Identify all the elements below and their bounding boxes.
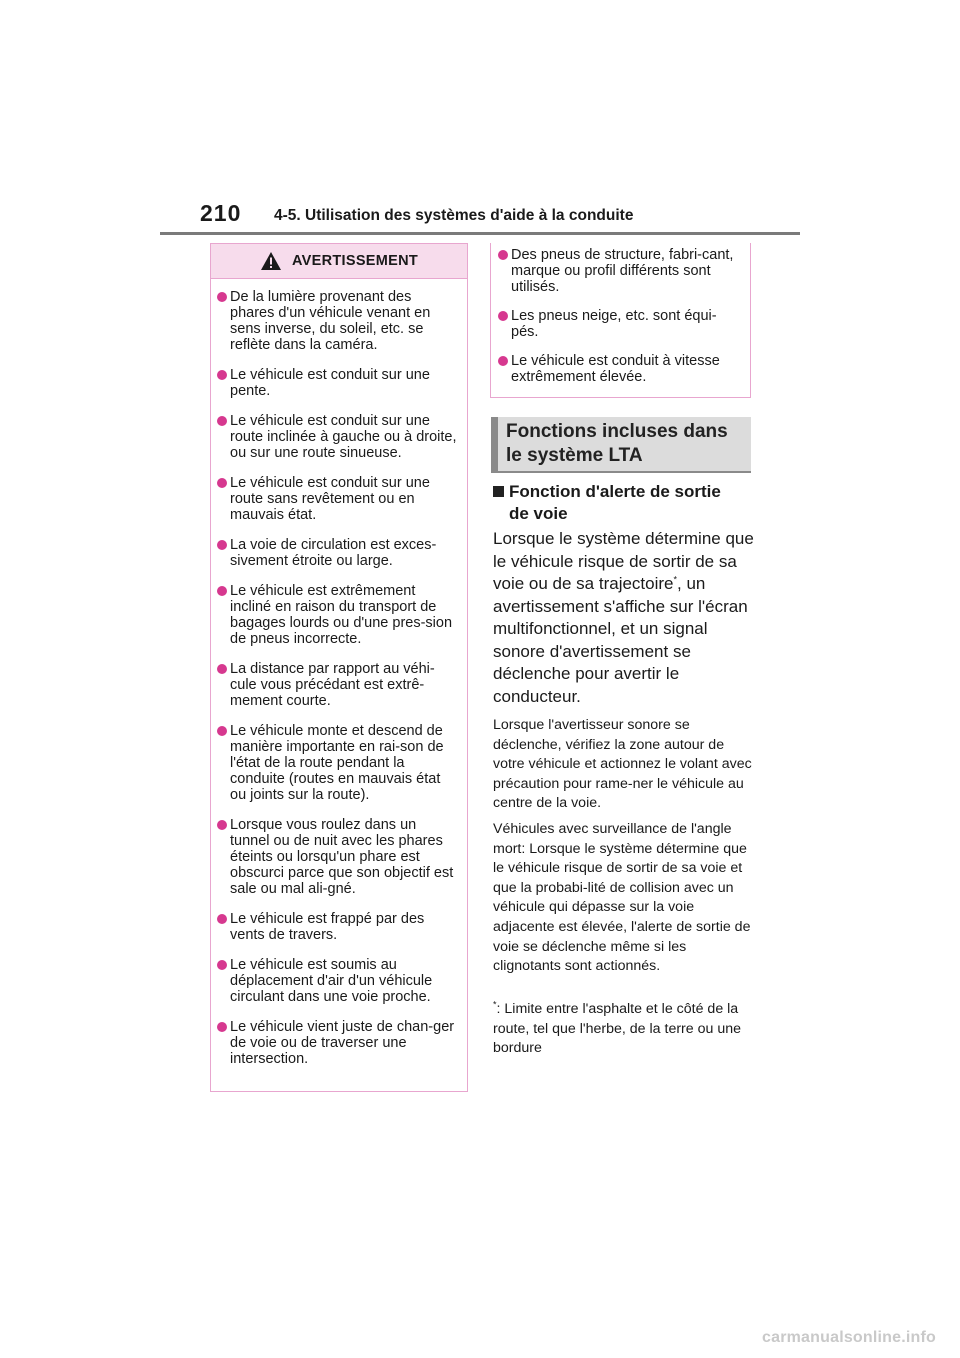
- footnote-text: : Limite entre l'asphalte et le côté de la route, tel que l'herbe, de la terre ou une bordure: [493, 1001, 742, 1057]
- bullet-dot-icon: [217, 820, 227, 830]
- warning-header: [211, 244, 467, 279]
- page-number: 210: [200, 200, 242, 226]
- warning-item: Lorsque vous roulez dans un tunnel ou de nuit avec les phares éteints ou lorsqu'un phare est obscurci parce que son objectif est sale ou mal ali-gné.: [217, 817, 459, 897]
- bullet-dot-icon: [217, 540, 227, 550]
- warning-item: La distance par rapport au véhi-cule vous précédant est extrê-mement courte.: [217, 661, 459, 709]
- warning-item: Le véhicule est soumis au déplacement d'air d'un véhicule circulant dans une voie proche.: [217, 957, 459, 1005]
- subheading-line: Fonction d'alerte de sortie: [509, 482, 721, 501]
- section-title: 4-5. Utilisation des systèmes d'aide à la conduite: [274, 207, 634, 224]
- bullet-dot-icon: [217, 370, 227, 380]
- subheading-line: de voie: [509, 504, 568, 523]
- warning-item: Le véhicule vient juste de chan-ger de voie ou de traverser une intersection.: [217, 1019, 459, 1067]
- footnote-reference: *: [673, 574, 678, 585]
- footnote-mark: *: [493, 999, 497, 1010]
- bullet-dot-icon: [498, 356, 508, 366]
- bullet-dot-icon: [217, 292, 227, 302]
- warning-item: Le véhicule est conduit à vitesse extrêmement élevée.: [498, 353, 742, 385]
- bullet-dot-icon: [217, 478, 227, 488]
- warning-item: La voie de circulation est exces-sivement étroite ou large.: [217, 537, 459, 569]
- bullet-dot-icon: [217, 726, 227, 736]
- bullet-dot-icon: [217, 586, 227, 596]
- body-paragraph-2: Véhicules avec surveillance de l'angle mort: Lorsque le système détermine que le véhicule risque de sortir de sa voie et que la probabi-lité de collision avec un véhicule qui dépasse sur la voie adjacente est élevée, l'alerte de sortie de voie se déclenche même si les clignotants sont actionnés.: [493, 821, 751, 975]
- square-bullet-icon: [493, 486, 504, 497]
- watermark: carmanualsonline.info: [762, 1329, 937, 1346]
- bullet-dot-icon: [217, 664, 227, 674]
- intro-text-before: Lorsque le système détermine que le véhicule risque de sortir de sa voie ou de sa trajectoire: [493, 529, 754, 593]
- warning-box: [210, 243, 468, 1092]
- bullet-dot-icon: [217, 960, 227, 970]
- functions-heading-line: Fonctions incluses dans: [506, 421, 728, 442]
- footnote: [493, 1000, 755, 1059]
- warning-item: Les pneus neige, etc. sont équi-pés.: [498, 308, 742, 340]
- bullet-dot-icon: [498, 250, 508, 260]
- warning-item: Le véhicule est extrêmement incliné en raison du transport de bagages lourds ou d'une pres-sion de pneus incorrecte.: [217, 583, 459, 647]
- warning-item: Des pneus de structure, fabri-cant, marque ou profil différents sont utilisés.: [498, 247, 742, 295]
- bullet-dot-icon: [217, 1022, 227, 1032]
- warning-item: Le véhicule est conduit sur une route inclinée à gauche ou à droite, ou sur une route sinueuse.: [217, 413, 459, 461]
- bullet-dot-icon: [498, 311, 508, 321]
- warning-item: Le véhicule est conduit sur une route sans revêtement ou en mauvais état.: [217, 475, 459, 523]
- functions-heading: [491, 417, 751, 473]
- intro-text-after: , un avertissement s'affiche sur l'écran multifonctionnel, et un signal sonore d'avertissement se déclenche pour avertir le conducteur.: [493, 574, 748, 706]
- warning-title: AVERTISSEMENT: [291, 253, 419, 269]
- warning-continued-box: [490, 243, 751, 398]
- warning-item: Le véhicule est frappé par des vents de travers.: [217, 911, 459, 943]
- warning-item: De la lumière provenant des phares d'un véhicule venant en sens inverse, du soleil, etc. se reflète dans la caméra.: [217, 289, 459, 353]
- intro-paragraph: [493, 528, 758, 708]
- warning-item: Le véhicule monte et descend de manière importante en rai-son de l'état de la route pendant la conduite (routes en mauvais état ou joints sur la route).: [217, 723, 459, 803]
- header-rule: [160, 232, 800, 235]
- functions-heading-line: le système LTA: [506, 445, 643, 466]
- warning-item: Le véhicule est conduit sur une pente.: [217, 367, 459, 399]
- lane-departure-subheading: [493, 481, 748, 525]
- body-paragraph-1: Lorsque l'avertisseur sonore se déclenche, vérifiez la zone autour de votre véhicule et actionnez le volant avec précaution pour rame-ner le véhicule au centre de la voie.: [493, 717, 752, 812]
- warning-triangle-icon: [260, 251, 282, 271]
- bullet-dot-icon: [217, 914, 227, 924]
- warning-list: [211, 279, 467, 1067]
- bullet-dot-icon: [217, 416, 227, 426]
